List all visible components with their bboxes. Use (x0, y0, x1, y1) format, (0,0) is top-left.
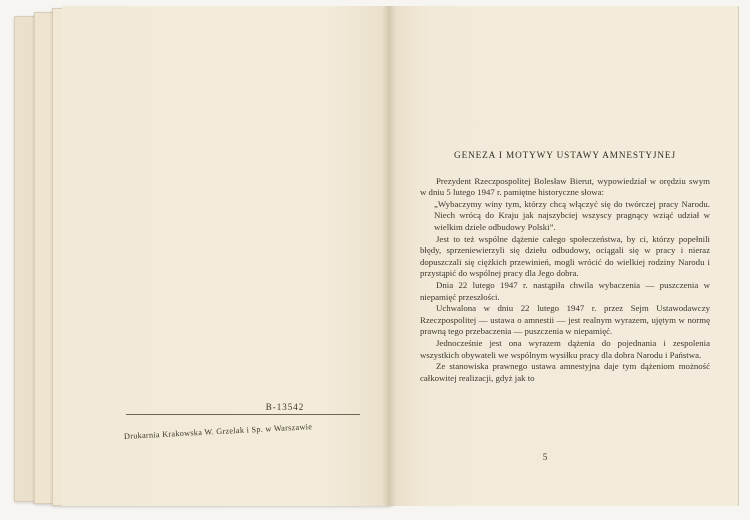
paragraph: Jest to też wspólne dążenie całego społeczeństwa, by ci, którzy popełnili błędy, sprzeniewierzyli się dziełu odbudowy, ociągali się w pracy i nieraz dopuszczali się ciężkich przewinień, mogli wrócić do wielkiej rodziny Narodu i przystąpić do wspólnej pracy dla Jego dobra. (420, 233, 710, 279)
book-gutter (382, 6, 396, 506)
imprint-divider (126, 414, 360, 415)
imprint-code: B-13542 (265, 402, 305, 412)
paragraph: Jednocześnie jest ona wyrazem dążenia do pojednania i zespolenia wszystkich obywateli we wspólnym wysiłku pracy dla dobra Narodu i Państwa. (420, 337, 710, 360)
paragraph: Prezydent Rzeczpospolitej Bolesław Bierut, wypowiedział w orędziu swym w dniu 5 lutego 1947 r. pamiętne historyczne słowa: (420, 175, 710, 198)
chapter-title: GENEZA I MOTYWY USTAWY AMNESTYJNEJ (454, 150, 676, 160)
right-page-text (420, 150, 710, 384)
paragraph: Dnia 22 lutego 1947 r. nastąpiła chwila wybaczenia — puszczenia w niepamięć przeszłości. (420, 279, 710, 302)
quote-paragraph: „Wybaczymy winy tym, którzy chcą włączyć się do twórczej pracy Narodu. Niech wrócą do Kraju jak najszybciej wszyscy pragnący wziąć udział w wielkim dziele odbudowy Polski”. (434, 198, 710, 232)
printer-imprint: Drukarnia Krakowska W. Grzelak i Sp. w Warszawie (123, 422, 313, 441)
paragraph: Uchwalona w dniu 22 lutego 1947 r. przez Sejm Ustawodawczy Rzeczpospolitej — ustawa o amnestii — jest realnym wyrazem, ujętym w normę prawną tego przebaczenia — puszczenia w niepamięć. (420, 303, 710, 337)
paragraph: Ze stanowiska prawnego ustawa amnestyjna daje tym dążeniom możność całkowitej realizacji, gdyż jak to (420, 361, 710, 383)
page-number: 5 (542, 452, 548, 462)
